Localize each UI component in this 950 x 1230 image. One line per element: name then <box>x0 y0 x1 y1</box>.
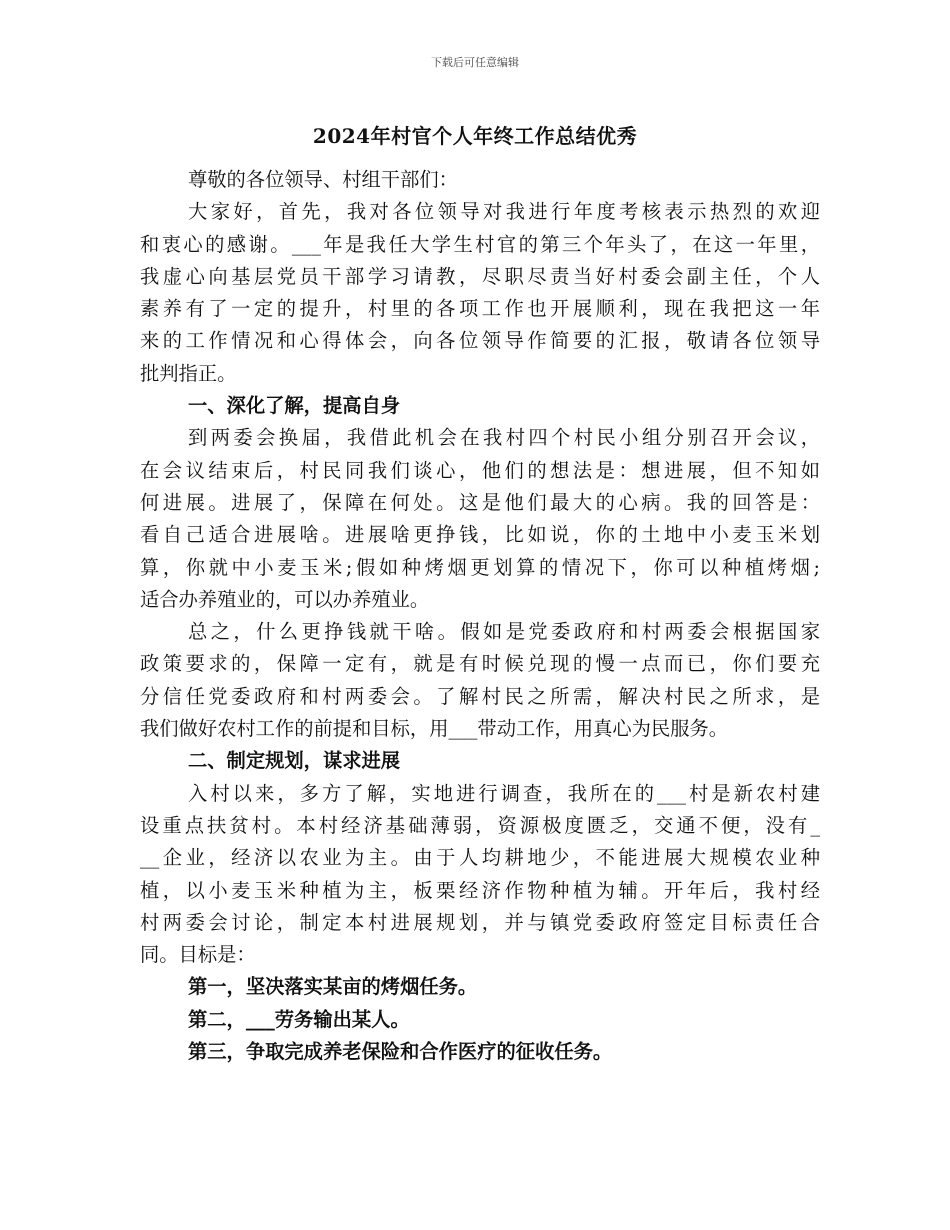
paragraph-line: 算，你就中小麦玉米;假如种烤烟更划算的情况下，你可以种植烤烟; <box>140 555 820 579</box>
paragraph-line: 来的工作情况和心得体会，向各位领导作简要的汇报，敬请各位领导 <box>140 329 820 353</box>
paragraph-line: __企业，经济以农业为主。由于人均耕地少，不能进展大规模农业种 <box>140 846 820 870</box>
section-heading-line: 第三，争取完成养老保险和合作医疗的征收任务。 <box>188 1040 613 1064</box>
header-note: 下载后可任意编辑 <box>431 56 519 69</box>
paragraph-line: 适合办养殖业的，可以办养殖业。 <box>140 587 430 611</box>
paragraph-line: 在会议结束后，村民同我们谈心，他们的想法是：想进展，但不知如 <box>140 458 820 482</box>
paragraph-line: 我们做好农村工作的前提和目标，用___带动工作，用真心为民服务。 <box>140 717 729 741</box>
paragraph-line: 批判指正。 <box>140 361 237 385</box>
section-heading-line: 二、制定规划，谋求进展 <box>188 749 401 773</box>
paragraph-line: 素养有了一定的提升，村里的各项工作也开展顺利，现在我把这一年 <box>140 297 820 321</box>
paragraph-line: 尊敬的各位领导、村组干部们： <box>188 168 458 191</box>
paragraph-line: 同。目标是： <box>140 943 256 967</box>
section-heading-line: 第一，坚决落实某亩的烤烟任务。 <box>188 975 478 999</box>
document-title: 2024年村官个人年终工作总结优秀 <box>312 124 638 148</box>
paragraph-line: 大家好，首先，我对各位领导对我进行年度考核表示热烈的欢迎 <box>188 200 820 224</box>
paragraph-line: 设重点扶贫村。本村经济基础薄弱，资源极度匮乏，交通不便，没有_ <box>140 813 820 837</box>
paragraph-line: 总之，什么更挣钱就干啥。假如是党委政府和村两委会根据国家 <box>188 620 820 644</box>
paragraph-line: 看自己适合进展啥。进展啥更挣钱，比如说，你的土地中小麦玉米划 <box>140 523 820 547</box>
paragraph-line: 我虚心向基层党员干部学习请教，尽职尽责当好村委会副主任，个人 <box>140 264 820 288</box>
paragraph-line: 村两委会讨论，制定本村进展规划，并与镇党委政府签定目标责任合 <box>140 910 820 934</box>
document-body <box>140 164 820 1068</box>
paragraph-line: 和衷心的感谢。___年是我任大学生村官的第三个年头了，在这一年里， <box>140 232 820 256</box>
paragraph-line: 到两委会换届，我借此机会在我村四个村民小组分别召开会议， <box>188 426 820 450</box>
paragraph-line: 何进展。进展了，保障在何处。这是他们最大的心病。我的回答是： <box>140 490 820 514</box>
paragraph-line: 植，以小麦玉米种植为主，板栗经济作物种植为辅。开年后，我村经 <box>140 878 820 902</box>
paragraph-line: 政策要求的，保障一定有，就是有时候兑现的慢一点而已，你们要充 <box>140 652 820 676</box>
section-heading-line: 一、深化了解，提高自身 <box>188 394 401 418</box>
paragraph-line: 入村以来，多方了解，实地进行调查，我所在的___村是新农村建 <box>188 781 820 805</box>
section-heading-line: 第二，___劳务输出某人。 <box>188 1007 410 1031</box>
paragraph-line: 分信任党委政府和村两委会。了解村民之所需，解决村民之所求，是 <box>140 684 820 708</box>
